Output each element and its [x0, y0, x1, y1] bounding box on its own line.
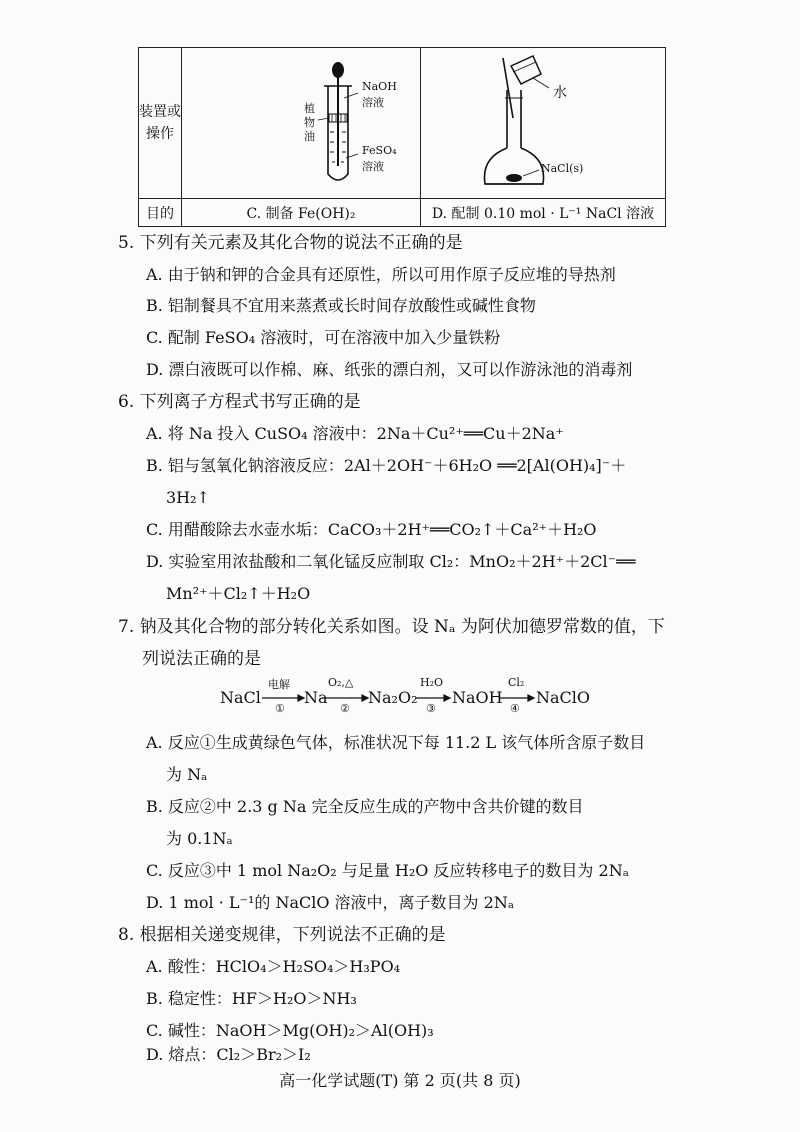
question-5-option-d: D. 漂白液既可以作棉、麻、纸张的漂白剂，又可以作游泳池的消毒剂: [146, 360, 633, 379]
row-label-line1: 装置或: [139, 104, 181, 120]
species-na2o2: Na₂O₂: [368, 688, 418, 707]
question-6-option-d: D. 实验室用浓盐酸和二氧化锰反应制取 Cl₂：MnO₂＋2H⁺＋2Cl⁻══: [146, 552, 636, 571]
question-6-option-d-cont: Mn²⁺＋Cl₂↑＋H₂O: [166, 584, 311, 603]
arrow-3-bottom: ③: [426, 702, 436, 715]
apparatus-c-cell: [182, 48, 421, 199]
question-8-option-d: D. 熔点：Cl₂＞Br₂＞I₂: [146, 1045, 311, 1064]
label-feso4: FeSO₄: [362, 144, 397, 157]
question-5-stem: 5. 下列有关元素及其化合物的说法不正确的是: [118, 233, 463, 253]
species-na: Na: [304, 688, 328, 707]
label-feso4-solution: 溶液: [362, 160, 384, 173]
species-naclo: NaClO: [536, 688, 591, 707]
question-7-option-a-cont: 为 Nₐ: [166, 765, 208, 784]
label-naoh: NaOH: [362, 80, 397, 93]
arrow-1-bottom: ①: [275, 702, 285, 715]
question-6-stem: 6. 下列离子方程式书写正确的是: [118, 392, 361, 412]
question-7-stem: 7. 钠及其化合物的部分转化关系如图。设 Nₐ 为阿伏加德罗常数的值，下: [118, 617, 665, 637]
arrow-2-top: O₂,△: [328, 676, 354, 689]
label-water: 水: [553, 85, 567, 101]
feoh2-apparatus-diagram: [182, 48, 420, 198]
question-5-option-c: C. 配制 FeSO₄ 溶液时，可在溶液中加入少量铁粉: [146, 328, 501, 347]
question-7-option-a: A. 反应①生成黄绿色气体，标准状况下每 11.2 L 该气体所含原子数目: [146, 733, 646, 752]
question-7-stem-cont: 列说法正确的是: [142, 649, 261, 669]
question-8-option-a: A. 酸性：HClO₄＞H₂SO₄＞H₃PO₄: [146, 957, 401, 976]
question-5-option-a: A. 由于钠和钾的合金具有还原性，所以可用作原子反应堆的导热剂: [146, 265, 616, 284]
question-6-option-b: B. 铝与氢氧化钠溶液反应：2Al＋2OH⁻＋6H₂O ══2[Al(OH)₄]⁻＋: [146, 456, 627, 475]
arrow-4-top: Cl₂: [508, 676, 525, 689]
label-oil-2: 物: [304, 116, 315, 129]
question-8-option-b: B. 稳定性：HF＞H₂O＞NH₃: [146, 989, 357, 1008]
label-oil-3: 油: [304, 130, 315, 143]
reaction-chain: [220, 676, 600, 720]
question-7-option-c: C. 反应③中 1 mol Na₂O₂ 与足量 H₂O 反应转移电子的数目为 2Nₐ: [146, 861, 629, 880]
purpose-label: 目的: [139, 199, 182, 227]
volumetric-flask-diagram: [421, 48, 665, 198]
label-oil-1: 植: [304, 102, 315, 115]
purpose-c: C. 制备 Fe(OH)₂: [182, 199, 421, 227]
apparatus-d-cell: [421, 48, 666, 199]
arrow-3-top: H₂O: [420, 676, 444, 689]
question-8-option-c: C. 碱性：NaOH＞Mg(OH)₂＞Al(OH)₃: [146, 1021, 434, 1040]
arrow-4-bottom: ④: [510, 702, 520, 715]
question-7-option-d: D. 1 mol · L⁻¹的 NaClO 溶液中，离子数目为 2Nₐ: [146, 893, 514, 912]
question-6-option-c: C. 用醋酸除去水壶水垢：CaCO₃＋2H⁺══CO₂↑＋Ca²⁺＋H₂O: [146, 520, 597, 539]
question-6-option-b-cont: 3H₂↑: [166, 488, 210, 507]
label-naoh-solution: 溶液: [362, 96, 384, 109]
species-naoh: NaOH: [452, 688, 503, 707]
question-7-option-b-cont: 为 0.1Nₐ: [166, 829, 233, 848]
purpose-d: D. 配制 0.10 mol · L⁻¹ NaCl 溶液: [421, 199, 666, 227]
row-label-apparatus: [139, 48, 182, 199]
species-nacl: NaCl: [220, 688, 261, 707]
question-6-option-a: A. 将 Na 投入 CuSO₄ 溶液中：2Na＋Cu²⁺══Cu＋2Na⁺: [146, 424, 564, 443]
question-7-option-b: B. 反应②中 2.3 g Na 完全反应生成的产物中含共价键的数目: [146, 797, 584, 816]
question-8-stem: 8. 根据相关递变规律，下列说法不正确的是: [118, 925, 446, 945]
apparatus-table: [138, 47, 666, 227]
question-5-option-b: B. 铝制餐具不宜用来蒸煮或长时间存放酸性或碱性食物: [146, 296, 536, 315]
row-label-line2: 操作: [146, 126, 174, 142]
page-footer: 高一化学试题(T) 第 2 页(共 8 页): [279, 1071, 521, 1090]
arrow-1-top: 电解: [268, 678, 290, 691]
label-nacl-solid: NaCl(s): [541, 162, 584, 175]
arrow-2-bottom: ②: [340, 702, 350, 715]
